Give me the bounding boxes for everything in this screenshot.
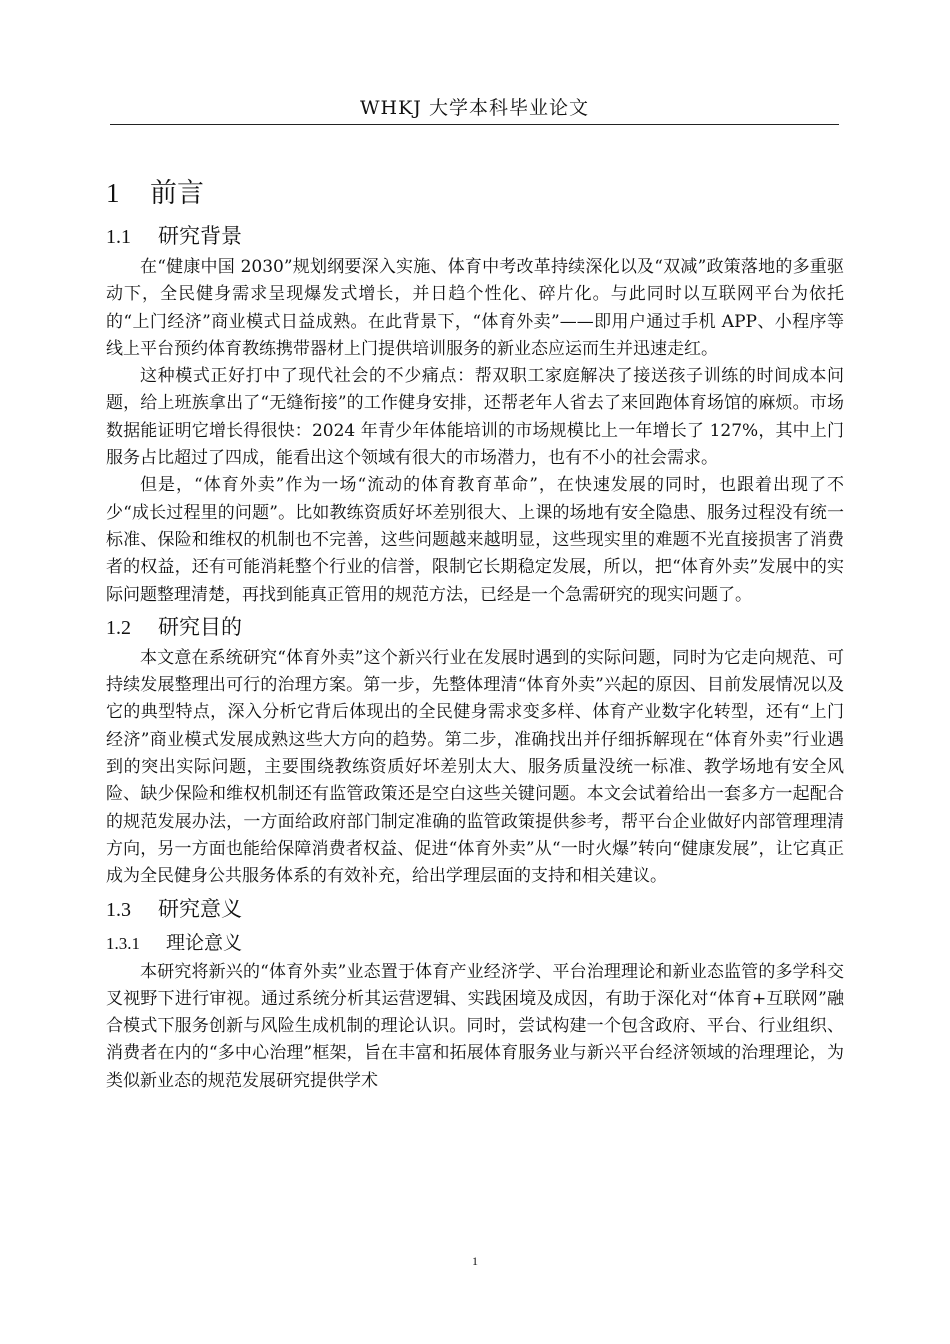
paragraph: 这种模式正好打中了现代社会的不少痛点：帮双职工家庭解决了接送孩子训练的时间成本问题，给上班族拿出了“无缝衔接”的工作健身安排，还帮老年人省去了来回跑体育场馆的麻烦。市场数据能证明它增长得很快：2024 年青少年体能培训的市场规模比上一年增长了 127%，其中上门服务占比超过了四成，能看出这个领域有很大的市场潜力，也有不小的社会需求。: [106, 366, 844, 469]
header-rule: [110, 124, 839, 125]
section-title: 研究目的: [158, 614, 242, 639]
running-header: WHKJ 大学本科毕业论文: [360, 97, 589, 119]
subsection-title: 理论意义: [166, 931, 243, 954]
chapter-number: 1: [106, 178, 120, 208]
paragraph: 本文意在系统研究“体育外卖”这个新兴行业在发展时遇到的实际问题，同时为它走向规范、可持续发展整理出可行的治理方案。第一步，先整体理清“体育外卖”兴起的原因、目前发展情况以及它的典型特点，深入分析它背后体现出的全民健身需求变多样、体育产业数字化转型，还有“上门经济”商业模式发展成熟这些大方向的趋势。第二步，准确找出并仔细拆解现在“体育外卖”行业遇到的突出实际问题，主要围绕教练资质好坏差别太大、服务质量没统一标准、教学场地有安全风险、缺少保险和维权机制还有监管政策还是空白这些关键问题。本文会试着给出一套多方一起配合的规范发展办法，一方面给政府部门制定准确的监管政策提供参考，帮平台企业做好内部管理理清方向，另一方面也能给保障消费者权益、促进“体育外卖”从“一时火爆”转向“健康发展”，让它真正成为全民健身公共服务体系的有效补充，给出学理层面的支持和相关建议。: [106, 647, 844, 887]
section-heading-background: [106, 218, 844, 254]
section-title: 研究意义: [158, 896, 242, 921]
paragraph: 在“健康中国 2030”规划纲要深入实施、体育中考改革持续深化以及“双减”政策落地的多重驱动下，全民健身需求呈现爆发式增长，并日趋个性化、碎片化。与此同时以互联网平台为依托的“上门经济”商业模式日益成熟。在此背景下，“体育外卖”——即用户通过手机 APP、小程序等线上平台预约体育教练携带器材上门提供培训服务的新业态应运而生并迅速走红。: [106, 257, 844, 359]
subsection-number: 1.3.1: [106, 933, 140, 953]
section-number: 1.1: [106, 226, 131, 248]
section-heading-significance: [106, 891, 844, 927]
page-content: [106, 172, 844, 1095]
section-heading-aim: [106, 609, 844, 645]
paragraph: 但是，“体育外卖”作为一场“流动的体育教育革命”，在快速发展的同时，也跟着出现了不少“成长过程里的问题”。比如教练资质好坏差别很大、上课的场地有安全隐患、服务过程没有统一标准、保险和维权的机制也不完善，这些问题越来越明显，这些现实里的难题不光直接损害了消费者的权益，还有可能消耗整个行业的信誉，限制它长期稳定发展，所以，把“体育外卖”发展中的实际问题整理清楚，再找到能真正管用的规范方法，已经是一个急需研究的现实问题了。: [106, 475, 844, 605]
subsection-heading-theory: [106, 927, 844, 959]
page-number: 1: [472, 1254, 478, 1268]
section-title: 研究背景: [158, 224, 242, 248]
section-number: 1.3: [106, 898, 131, 921]
paragraph: 本研究将新兴的“体育外卖”业态置于体育产业经济学、平台治理理论和新业态监管的多学科交叉视野下进行审视。通过系统分析其运营逻辑、实践困境及成因，有助于深化对“体育+互联网”融合模式下服务创新与风险生成机制的理论认识。同时，尝试构建一个包含政府、平台、行业组织、消费者在内的“多中心治理”框架，旨在丰富和拓展体育服务业与新兴平台经济领域的治理理论，为类似新业态的规范发展研究提供学术: [106, 961, 844, 1091]
chapter-heading: [106, 172, 844, 214]
chapter-title: 前言: [150, 178, 204, 209]
section-number: 1.2: [106, 616, 131, 639]
